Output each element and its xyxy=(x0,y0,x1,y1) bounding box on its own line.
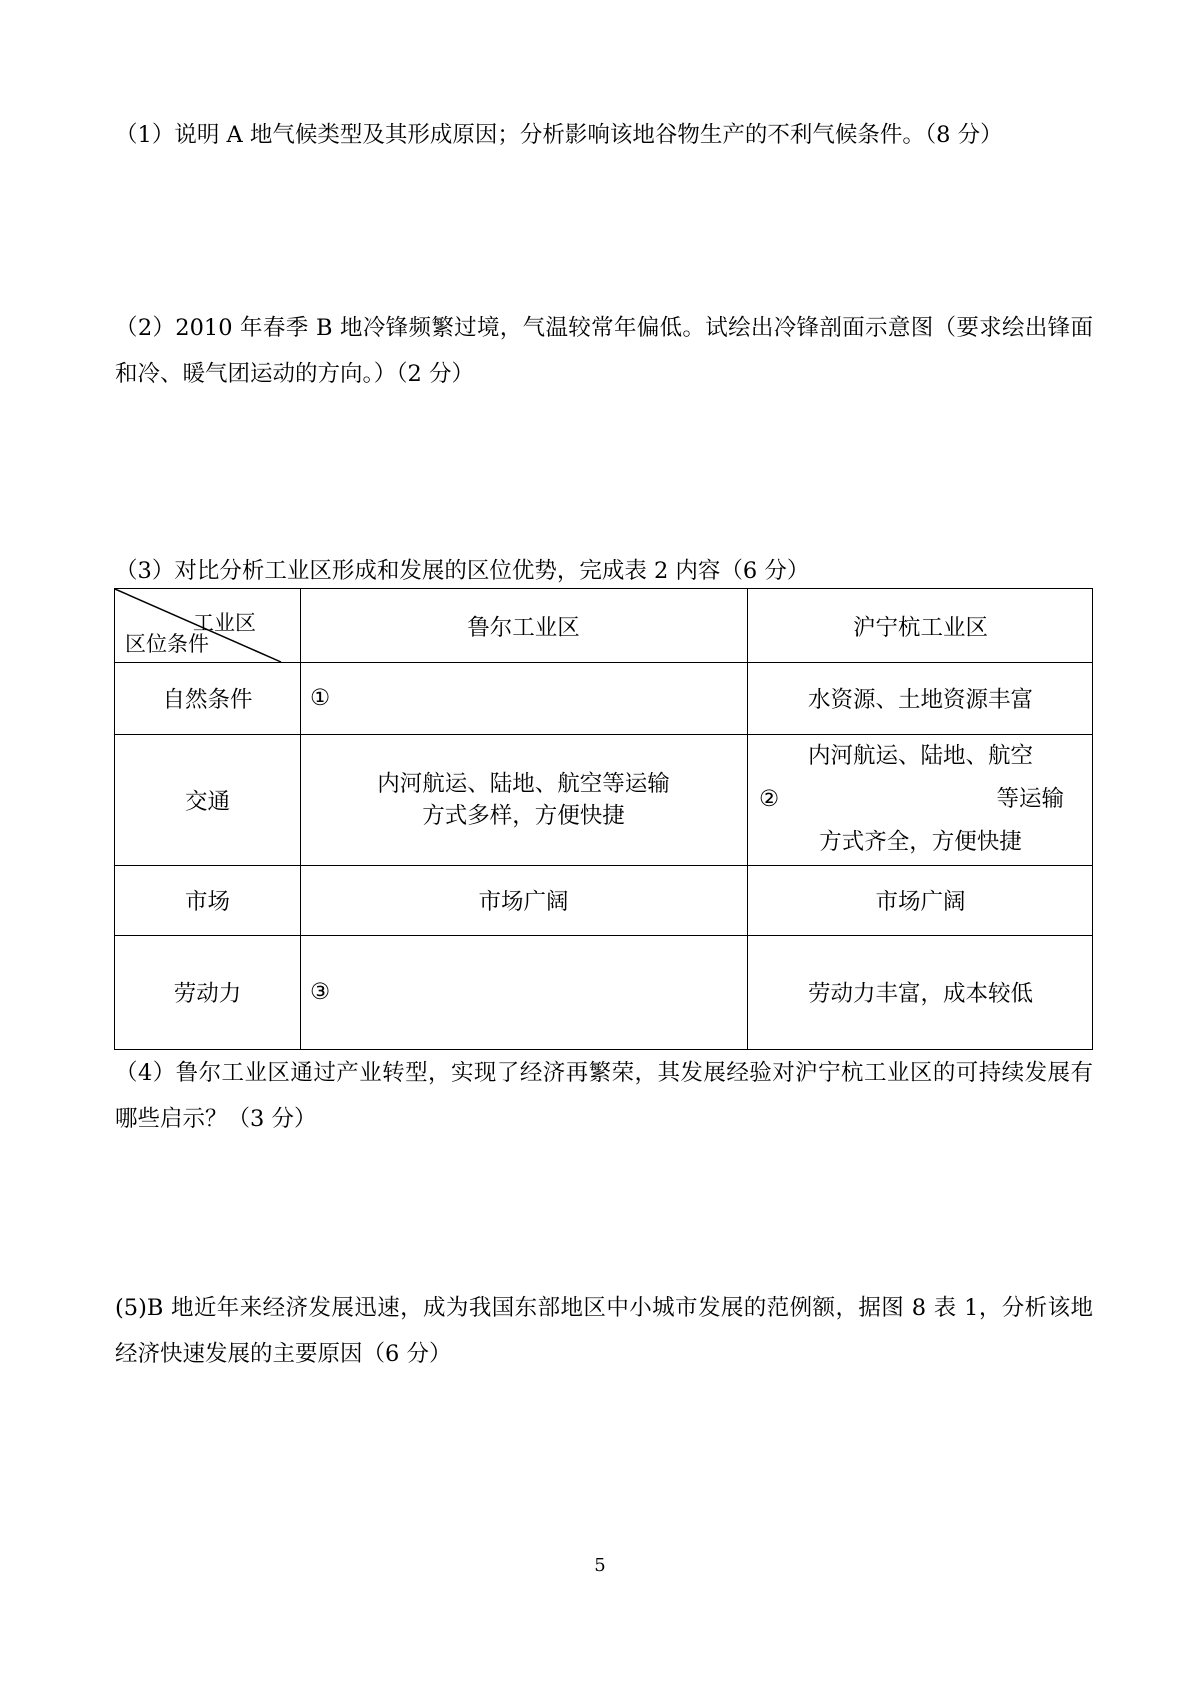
cell-market-hnh: 市场广阔 xyxy=(875,889,966,915)
header-diagonal-cell xyxy=(115,589,300,662)
header-industrial-zone: 工业区 xyxy=(193,611,256,635)
header-huningkang: 沪宁杭工业区 xyxy=(852,614,988,641)
cell-natural-hnh: 水资源、土地资源丰富 xyxy=(807,687,1033,713)
transport-hnh-line2-text: 等运输 xyxy=(996,786,1064,812)
transport-hnh-line1: 内河航运、陆地、航空 xyxy=(807,743,1033,769)
question-2: （2）2010 年春季 B 地冷锋频繁过境，气温较常年偏低。试绘出冷锋剖面示意图（要求绘出锋面和冷、暖气团运动的方向。）（2 分） xyxy=(115,315,1093,387)
blank-3: ③ xyxy=(310,979,331,1005)
question-3: （3）对比分析工业区形成和发展的区位优势，完成表 2 内容（6 分） xyxy=(115,558,810,584)
cell-transport-hnh xyxy=(747,734,1094,865)
transport-hnh-line3: 方式齐全，方便快捷 xyxy=(819,829,1022,855)
question-4: （4）鲁尔工业区通过产业转型，实现了经济再繁荣，其发展经验对沪宁杭工业区的可持续发展有哪些启示？（3 分） xyxy=(115,1060,1093,1132)
header-ruhr: 鲁尔工业区 xyxy=(467,614,580,641)
row-label-market: 市场 xyxy=(184,889,230,915)
cell-market-ruhr: 市场广阔 xyxy=(478,889,569,915)
transport-ruhr-line1: 内河航运、陆地、航空等运输 xyxy=(377,770,670,797)
row-label-labor: 劳动力 xyxy=(173,981,242,1007)
question-1: （1）说明 A 地气候类型及其形成原因；分析影响该地谷物生产的不利气候条件。（8 分） xyxy=(115,122,1003,148)
question-5: (5)B 地近年来经济发展迅速，成为我国东部地区中小城市发展的范例额，据图 8 表 1，分析该地经济快速发展的主要原因（6 分） xyxy=(115,1295,1093,1367)
row-label-transport: 交通 xyxy=(184,788,230,815)
transport-ruhr-line2: 方式多样，方便快捷 xyxy=(422,802,625,829)
cell-labor-hnh: 劳动力丰富，成本较低 xyxy=(807,981,1033,1007)
cell-transport-ruhr xyxy=(300,734,747,865)
blank-2: ② xyxy=(759,786,780,812)
transport-hnh-line2 xyxy=(747,778,1094,821)
row-label-natural: 自然条件 xyxy=(162,687,253,713)
header-location-factors: 区位条件 xyxy=(125,632,209,656)
comparison-table xyxy=(114,588,1093,1050)
page-number: 5 xyxy=(594,1555,606,1576)
blank-1: ① xyxy=(310,685,331,711)
